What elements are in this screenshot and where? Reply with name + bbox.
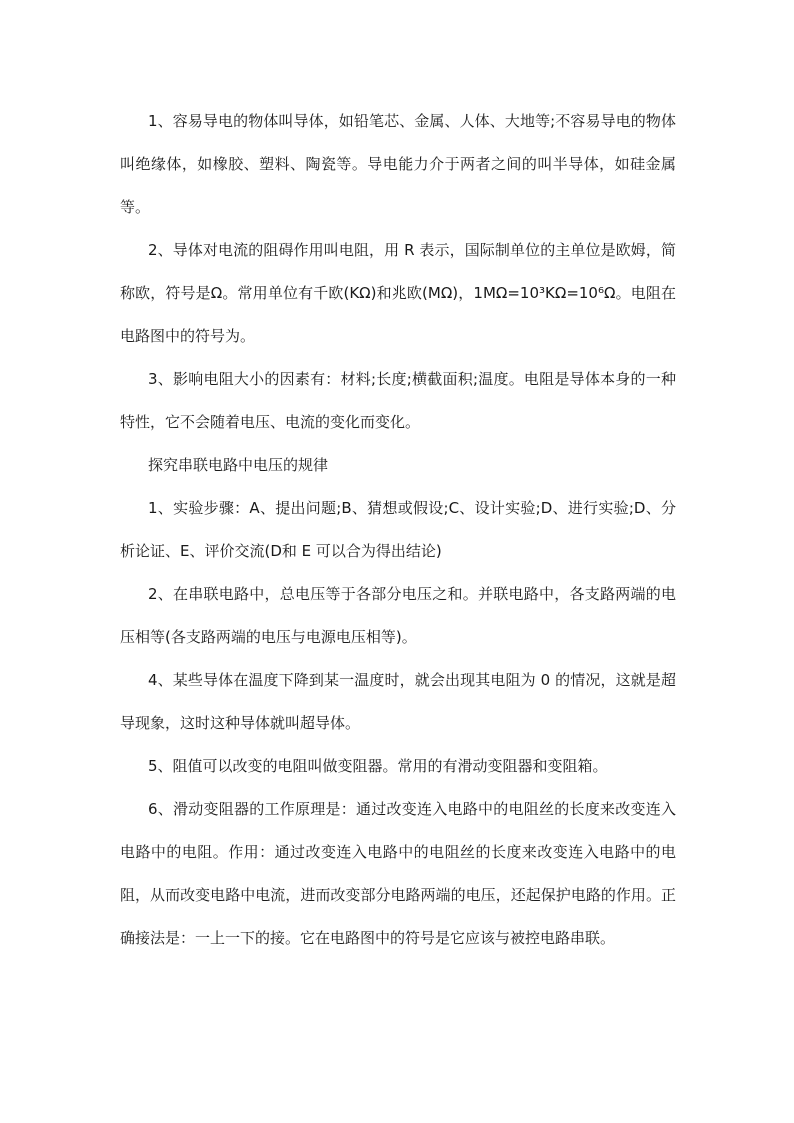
paragraph-conductors: 1、容易导电的物体叫导体，如铅笔芯、金属、人体、大地等;不容易导电的物体叫绝缘体，如橡胶、塑料、陶瓷等。导电能力介于两者之间的叫半导体，如硅金属等。 [120,112,676,216]
paragraph-series-parallel-voltage: 2、在串联电路中，总电压等于各部分电压之和。并联电路中，各支路两端的电压相等(各支路两端的电压与电源电压相等)。 [120,585,676,646]
paragraph-superconductor: 4、某些导体在温度下降到某一温度时，就会出现其电阻为 0 的情况，这就是超导现象，这时这种导体就叫超导体。 [120,671,676,732]
document-body [120,100,676,960]
paragraph-resistance-factors: 3、影响电阻大小的因素有：材料;长度;横截面积;温度。电阻是导体本身的一种特性，它不会随着电压、电流的变化而变化。 [120,370,676,431]
paragraph-experiment-steps: 1、实验步骤：A、提出问题;B、猜想或假设;C、设计实验;D、进行实验;D、分析论证、E、评价交流(D和 E 可以合为得出结论) [120,499,676,560]
paragraph-resistance: 2、导体对电流的阻碍作用叫电阻，用 R 表示，国际制单位的主单位是欧姆，简称欧，符号是Ω。常用单位有千欧(KΩ)和兆欧(MΩ)，1MΩ=10³KΩ=10⁶Ω。电阻在电路图中的符号为。 [120,241,676,345]
paragraph-rheostat: 5、阻值可以改变的电阻叫做变阻器。常用的有滑动变阻器和变阻箱。 [148,757,608,775]
paragraph-slide-rheostat: 6、滑动变阻器的工作原理是：通过改变连入电路中的电阻丝的长度来改变连入电路中的电阻。作用：通过改变连入电路中的电阻丝的长度来改变连入电路中的电阻，从而改变电路中电流，进而改变部分电路两端的电压，还起保护电路的作用。正确接法是：一上一下的接。它在电路图中的符号是它应该与被控电路串联。 [120,800,676,947]
section-heading-series-voltage: 探究串联电路中电压的规律 [148,456,329,474]
